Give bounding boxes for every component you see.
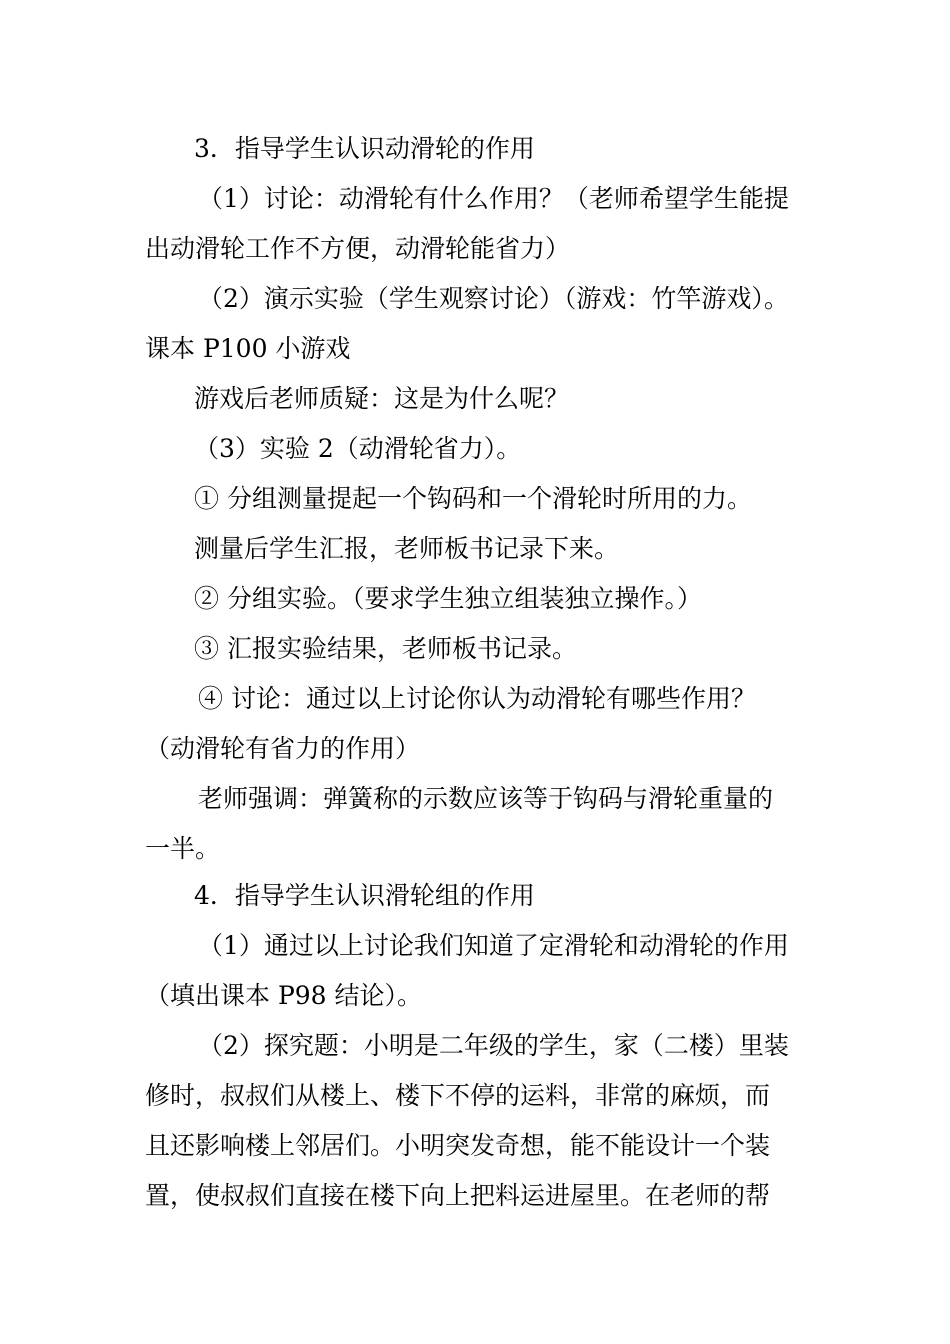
paragraph-line: （填出课本 P98 结论）。 (145, 981, 423, 1010)
paragraph-line: （动滑轮有省力的作用） (145, 734, 421, 763)
list-item: ② 分组实验。（要求学生独立组装独立操作。） (194, 584, 702, 613)
paragraph-line: 出动滑轮工作不方便，动滑轮能省力） (145, 234, 571, 263)
paragraph-line: （2）演示实验（学生观察讨论）（游戏：竹竿游戏）。 (198, 284, 789, 313)
heading-4: 4．指导学生认识滑轮组的作用 (194, 881, 535, 910)
paragraph-line: 且还影响楼上邻居们。小明突发奇想，能不能设计一个装 (145, 1131, 771, 1160)
paragraph-line: 游戏后老师质疑：这是为什么呢？ (194, 384, 570, 413)
paragraph-line: （3）实验 2（动滑轮省力）。 (194, 434, 522, 463)
paragraph-line: 修时，叔叔们从楼上、楼下不停的运料，非常的麻烦，而 (145, 1081, 771, 1110)
paragraph-line: （1）通过以上讨论我们知道了定滑轮和动滑轮的作用 (198, 931, 789, 960)
paragraph-line: 一半。 (145, 834, 221, 863)
list-item: ① 分组测量提起一个钩码和一个滑轮时所用的力。 (194, 484, 752, 513)
list-item: ③ 汇报实验结果，老师板书记录。 (194, 634, 577, 663)
paragraph-line: （1）讨论：动滑轮有什么作用？（老师希望学生能提 (198, 184, 789, 213)
paragraph-line: 课本 P100 小游戏 (145, 334, 351, 363)
paragraph-line: 测量后学生汇报，老师板书记录下来。 (194, 534, 620, 563)
paragraph-line: （2）探究题：小明是二年级的学生，家（二楼）里装 (198, 1031, 789, 1060)
paragraph-line: 老师强调：弹簧称的示数应该等于钩码与滑轮重量的 (198, 784, 774, 813)
list-item: ④ 讨论：通过以上讨论你认为动滑轮有哪些作用？ (198, 684, 756, 713)
heading-3: 3．指导学生认识动滑轮的作用 (194, 134, 535, 163)
paragraph-line: 置，使叔叔们直接在楼下向上把料运进屋里。在老师的帮 (145, 1181, 771, 1210)
